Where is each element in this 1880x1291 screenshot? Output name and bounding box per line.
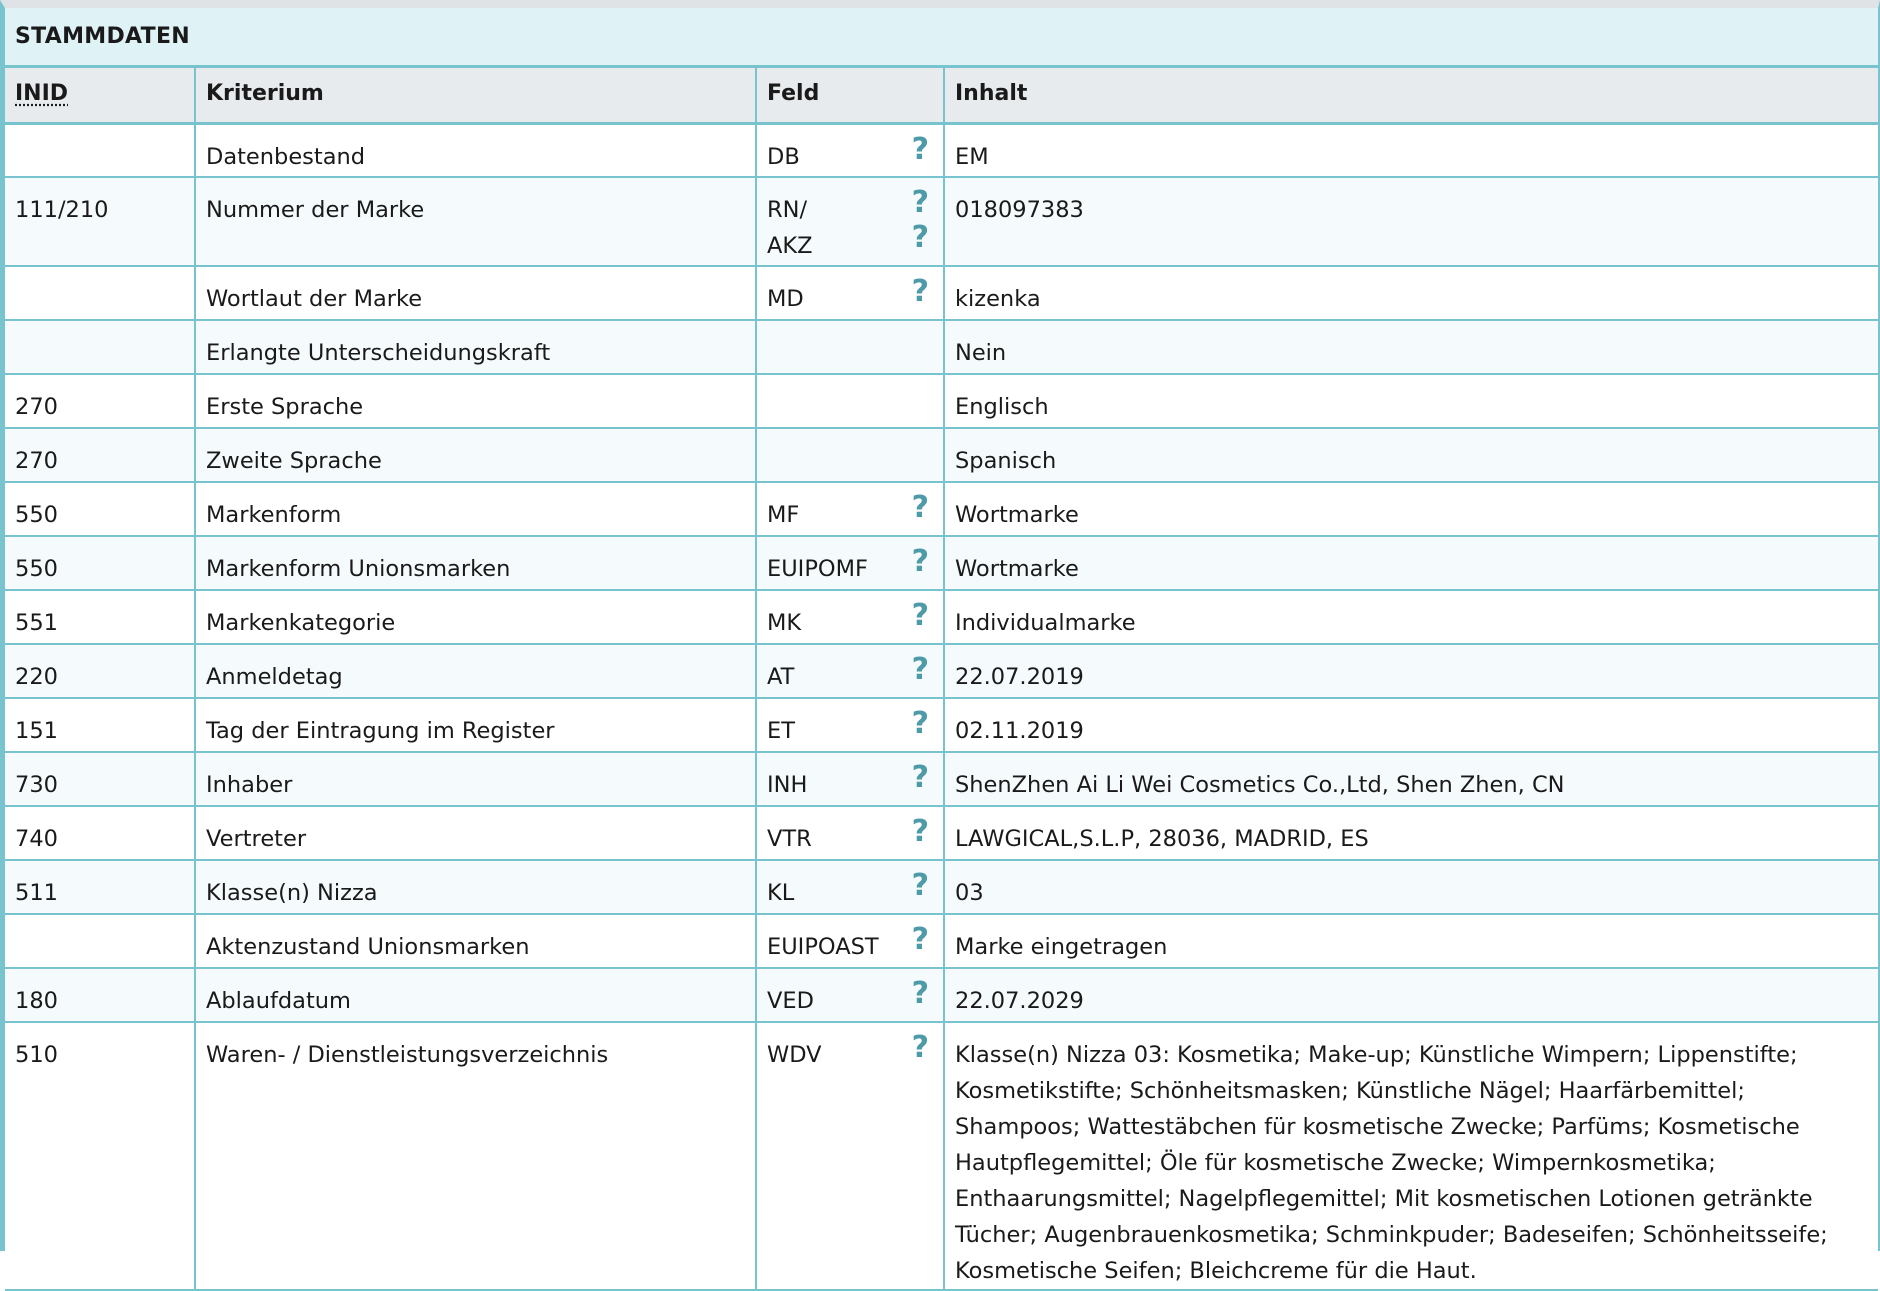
cell-inhalt: 22.07.2019 xyxy=(944,644,1878,698)
cell-inhalt: Spanisch xyxy=(944,428,1878,482)
header-inid[interactable] xyxy=(5,68,195,123)
table-row xyxy=(5,266,1878,320)
cell-feld xyxy=(756,266,944,320)
help-icon[interactable]: ? xyxy=(911,598,929,633)
cell-inhalt: Individualmarke xyxy=(944,590,1878,644)
cell-inhalt: EM xyxy=(944,123,1878,177)
cell-feld xyxy=(756,1022,944,1290)
table-row xyxy=(5,644,1878,698)
help-icon[interactable]: ? xyxy=(911,1030,929,1065)
field-code: VED xyxy=(767,988,814,1014)
cell-kriterium: Wortlaut der Marke xyxy=(195,266,756,320)
cell-inid xyxy=(5,123,195,177)
table-row xyxy=(5,860,1878,914)
table-row xyxy=(5,177,1878,266)
help-icon[interactable]: ? xyxy=(911,131,929,167)
cell-kriterium: Nummer der Marke xyxy=(195,177,756,266)
cell-kriterium: Waren- / Dienstleistungsverzeichnis xyxy=(195,1022,756,1290)
cell-inid: 220 xyxy=(5,644,195,698)
cell-kriterium: Aktenzustand Unionsmarken xyxy=(195,914,756,968)
cell-inhalt: 22.07.2029 xyxy=(944,968,1878,1022)
cell-feld xyxy=(756,698,944,752)
field-code: RN/ xyxy=(767,197,808,223)
table-row xyxy=(5,123,1878,177)
cell-inid: 551 xyxy=(5,590,195,644)
cell-kriterium: Vertreter xyxy=(195,806,756,860)
table-row xyxy=(5,536,1878,590)
help-icon[interactable]: ? xyxy=(911,976,929,1011)
table-row xyxy=(5,428,1878,482)
cell-feld xyxy=(756,914,944,968)
field-code: DB xyxy=(767,143,800,170)
help-icon[interactable]: ? xyxy=(911,760,929,795)
cell-inhalt: Marke eingetragen xyxy=(944,914,1878,968)
cell-feld xyxy=(756,644,944,698)
cell-inid: 740 xyxy=(5,806,195,860)
help-icon[interactable]: ? xyxy=(911,220,929,255)
table-row xyxy=(5,1022,1878,1290)
cell-kriterium: Inhaber xyxy=(195,752,756,806)
field-code: AKZ xyxy=(767,233,813,259)
field-code: EUIPOAST xyxy=(767,934,879,960)
help-icon[interactable]: ? xyxy=(911,922,929,957)
cell-feld xyxy=(756,752,944,806)
help-icon[interactable]: ? xyxy=(911,274,929,309)
cell-inid: 550 xyxy=(5,536,195,590)
table-row xyxy=(5,752,1878,806)
table-header-row xyxy=(5,68,1878,123)
cell-inid xyxy=(5,266,195,320)
field-code: MF xyxy=(767,502,800,528)
cell-kriterium: Erste Sprache xyxy=(195,374,756,428)
cell-inid: 180 xyxy=(5,968,195,1022)
cell-kriterium: Ablaufdatum xyxy=(195,968,756,1022)
header-feld: Feld xyxy=(756,68,944,123)
field-code: INH xyxy=(767,772,808,798)
cell-kriterium: Markenform Unionsmarken xyxy=(195,536,756,590)
cell-inid: 270 xyxy=(5,428,195,482)
cell-feld xyxy=(756,536,944,590)
cell-kriterium: Markenkategorie xyxy=(195,590,756,644)
cell-kriterium: Zweite Sprache xyxy=(195,428,756,482)
cell-inhalt: Wortmarke xyxy=(944,482,1878,536)
cell-inhalt: Englisch xyxy=(944,374,1878,428)
cell-kriterium: Markenform xyxy=(195,482,756,536)
field-code: ET xyxy=(767,718,795,744)
cell-inhalt: 03 xyxy=(944,860,1878,914)
cell-inid: 730 xyxy=(5,752,195,806)
table-row xyxy=(5,482,1878,536)
inid-abbreviation[interactable]: INID xyxy=(15,81,69,106)
cell-inid: 270 xyxy=(5,374,195,428)
cell-inid: 111/210 xyxy=(5,177,195,266)
cell-kriterium: Erlangte Unterscheidungskraft xyxy=(195,320,756,374)
cell-inid xyxy=(5,320,195,374)
field-code: MD xyxy=(767,286,804,312)
field-code: AT xyxy=(767,664,795,690)
cell-inhalt: Nein xyxy=(944,320,1878,374)
cell-kriterium: Anmeldetag xyxy=(195,644,756,698)
cell-feld xyxy=(756,320,944,374)
help-icon[interactable]: ? xyxy=(911,706,929,741)
cell-inid: 510 xyxy=(5,1022,195,1290)
table-row xyxy=(5,698,1878,752)
cell-kriterium: Klasse(n) Nizza xyxy=(195,860,756,914)
cell-feld xyxy=(756,177,944,266)
cell-inhalt: ShenZhen Ai Li Wei Cosmetics Co.,Ltd, Shen Zhen, CN xyxy=(944,752,1878,806)
field-code: EUIPOMF xyxy=(767,556,868,582)
help-icon[interactable]: ? xyxy=(911,490,929,525)
cell-inhalt: Klasse(n) Nizza 03: Kosmetika; Make-up; Künstliche Wimpern; Lippenstifte; Kosmetikstifte; Schönheitsmasken; Künstliche Nägel; Haarfärbemittel; Shampoos; Wattestäbchen für kosmetische Zwecke; Parfüms; Kosmetische Hautpflegemittel; Öle für kosmetische Zwecke; Wimpernkosmetika; Enthaarungsmittel; Nagelpflegemittel; Mit kosmetischen Lotionen getränkte Tücher; Augenbrauenkosmetika; Schminkpuder; Badeseifen; Schönheitsseife; Kosmetische Seifen; Bleichcreme für die Haut. xyxy=(944,1022,1878,1290)
cell-inid xyxy=(5,914,195,968)
cell-inhalt: Wortmarke xyxy=(944,536,1878,590)
cell-inid: 151 xyxy=(5,698,195,752)
cell-feld xyxy=(756,428,944,482)
help-icon[interactable]: ? xyxy=(911,185,929,220)
cell-kriterium: Datenbestand xyxy=(195,123,756,177)
section-title: STAMMDATEN xyxy=(5,8,1878,68)
help-icon[interactable]: ? xyxy=(911,814,929,849)
cell-inhalt: LAWGICAL,S.L.P, 28036, MADRID, ES xyxy=(944,806,1878,860)
cell-feld xyxy=(756,590,944,644)
cell-feld xyxy=(756,482,944,536)
table-row xyxy=(5,590,1878,644)
cell-kriterium: Tag der Eintragung im Register xyxy=(195,698,756,752)
cell-feld xyxy=(756,123,944,177)
table-row xyxy=(5,374,1878,428)
help-icon[interactable]: ? xyxy=(911,868,929,903)
cell-inhalt: 018097383 xyxy=(944,177,1878,266)
cell-feld xyxy=(756,860,944,914)
header-inhalt: Inhalt xyxy=(944,68,1878,123)
table-row xyxy=(5,914,1878,968)
cell-inhalt: 02.11.2019 xyxy=(944,698,1878,752)
header-kriterium: Kriterium xyxy=(195,68,756,123)
help-icon[interactable]: ? xyxy=(911,652,929,687)
cell-inid: 511 xyxy=(5,860,195,914)
cell-feld xyxy=(756,968,944,1022)
field-code: WDV xyxy=(767,1042,822,1068)
cell-inid: 550 xyxy=(5,482,195,536)
field-code: KL xyxy=(767,880,795,906)
table-row xyxy=(5,968,1878,1022)
stammdaten-table xyxy=(5,68,1878,1291)
help-icon[interactable]: ? xyxy=(911,544,929,579)
table-row xyxy=(5,320,1878,374)
field-code: MK xyxy=(767,610,802,636)
cell-feld xyxy=(756,374,944,428)
table-row xyxy=(5,806,1878,860)
cell-feld xyxy=(756,806,944,860)
field-code: VTR xyxy=(767,826,812,852)
cell-inhalt: kizenka xyxy=(944,266,1878,320)
